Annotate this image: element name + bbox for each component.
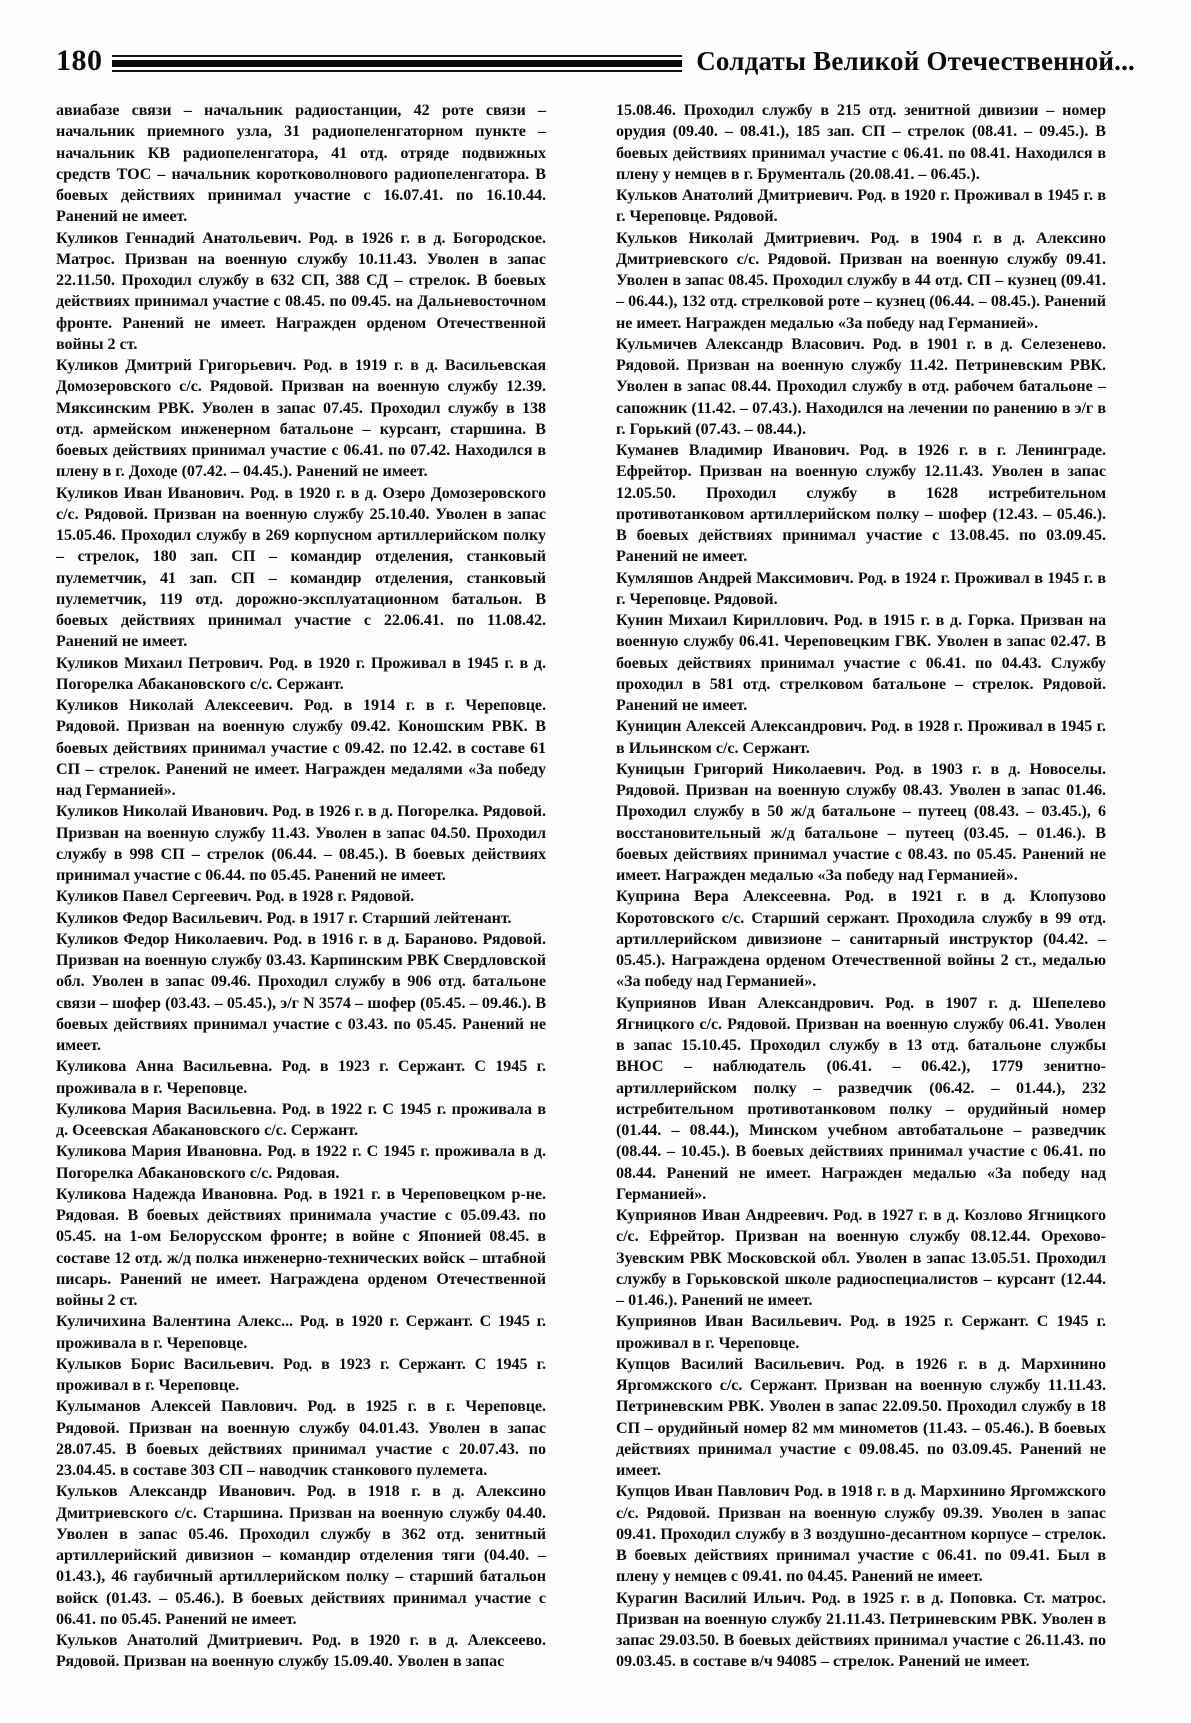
entry-paragraph: Куликова Мария Ивановна. Род. в 1922 г. С 1945 г. проживала в д. Погорелка Абакановского с/с. Рядовая. xyxy=(56,1143,546,1182)
two-column-body xyxy=(56,100,1135,1680)
entry-paragraph: Куприянов Иван Андреевич. Род. в 1927 г. в д. Козлово Ягницкого с/с. Ефрейтор. Призван на военную службу 08.12.44. Орехово-Зуевским РВК Московской обл. Уволен в запас 13.05.51. Проходил службу в Горьковской школе радиоспециалистов – курсант (12.44. – 01.46.). Ранений не имеет. xyxy=(616,1207,1106,1309)
entry-paragraph: Куликова Надежда Ивановна. Род. в 1921 г. в Череповецком р-не. Рядовая. В боевых действиях принимала участие с 05.09.43. по 05.45. на 1-ом Белорусском фронте; в войне с Японией 08.45. в составе 12 отд. ж/д полка инженерно-технических войск – штабной писарь. Ранений не имеет. Награждена орденом Отечественной войны 2 ст. xyxy=(56,1185,546,1309)
entry-paragraph: Куликов Геннадий Анатольевич. Род. в 1926 г. в д. Богородское. Матрос. Призван на военную службу 10.11.43. Уволен в запас 22.11.50. Проходил службу в 632 СП, 388 СД – стрелок. В боевых действиях принимал участие с 08.45. по 09.45. на Дальневосточном фронте. Ранений не имеет. Награжден орденом Отечественной войны 2 ст. xyxy=(56,229,546,353)
header-rule-divider xyxy=(112,51,683,72)
entry-paragraph: Куликов Павел Сергеевич. Род. в 1928 г. Рядовой. xyxy=(56,888,415,906)
entry-paragraph: 15.08.46. Проходил службу в 215 отд. зенитной дивизии – номер орудия (09.40. – 08.41.), 185 зап. СП – стрелок (08.41. – 09.45.). В боевых действиях принимал участие с 06.41. по 08.41. Находился в плену у немцев в г. Брументаль (20.08.41. – 06.45.). xyxy=(616,102,1106,183)
entry-paragraph: Куликов Иван Иванович. Род. в 1920 г. в д. Озеро Домозеровского с/с. Рядовой. Призван на военную службу 25.10.40. Уволен в запас 15.05.46. Проходил службу в 269 корпусном артиллерийском полку – стрелок, 180 зап. СП – командир отделения, станковый пулеметчик, 41 зап. СП – командир отделения, станковый пулеметчик, 119 отд. дорожно-эксплуатационном батальон. В боевых действиях принимал участие с 22.06.41. по 11.08.42. Ранений не имеет. xyxy=(56,484,546,651)
entry-paragraph: Куницын Григорий Николаевич. Род. в 1903 г. в д. Новоселы. Рядовой. Призван на военную службу 08.43. Уволен в запас 01.46. Проходил службу в 50 ж/д батальоне – путеец (08.43. – 03.45.), 6 восстановительный ж/д батальоне – путеец (03.45. – 01.46.). В боевых действиях принимал участие с 08.43. по 05.45. Ранений не имеет. Награжден медалью «За победу над Германией». xyxy=(616,760,1106,884)
entry-paragraph: Кульмичев Александр Власович. Род. в 1901 г. в д. Селезенево. Рядовой. Призван на военную службу 11.42. Петриневским РВК. Уволен в запас 08.44. Проходил службу в отд. рабочем батальоне – сапожник (11.42. – 07.43.). Находился на лечении по ранению в э/г в г. Горький (07.43. – 08.44.). xyxy=(616,335,1106,438)
entry-paragraph: авиабазе связи – начальник радиостанции, 42 роте связи – начальник приемного узла, 31 радиопеленгаторном пункте – начальник КВ радиопеленгатора, 41 отд. отряде подвижных средств ТОС – начальник коротковолнового радиопеленгатора. В боевых действиях принимал участие с 16.07.41. по 16.10.44. Ранений не имеет. xyxy=(56,102,546,226)
entry-paragraph: Куприна Вера Алексеевна. Род. в 1921 г. в д. Клопузово Коротовского с/с. Старший сержант. Проходила службу в 99 отд. артиллерийском дивизионе – санитарный инструктор (04.42. – 05.45.). Награждена орденом Отечественной войны 2 ст., медалью «За победу над Германией». xyxy=(616,888,1106,991)
header-rule-bottom xyxy=(112,70,683,72)
entry-paragraph: Куприянов Иван Васильевич. Род. в 1925 г. Сержант. С 1945 г. проживал в г. Череповце. xyxy=(616,1313,1106,1352)
entry-paragraph: Кульков Николай Дмитриевич. Род. в 1904 г. в д. Алексино Дмитриевского с/с. Рядовой. Призван на военную службу 09.41. Уволен в запас 08.45. Проходил службу в 44 отд. СП – кузнец (09.41. – 06.44.), 132 отд. стрелковой роте – кузнец (06.44. – 08.45.). Ранений не имеет. Награжден медалью «За победу над Германией». xyxy=(616,229,1106,332)
entry-paragraph: Куликов Михаил Петрович. Род. в 1920 г. Проживал в 1945 г. в д. Погорелка Абакановского с/с. Сержант. xyxy=(56,654,546,693)
entry-paragraph: Куликов Николай Алексеевич. Род. в 1914 г. в г. Череповце. Рядовой. Призван на военную службу 09.42. Коношским РВК. В боевых действиях принимал участие с 09.42. по 12.42. в составе 61 СП – стрелок. Ранений не имеет. Награжден медалями «За победу над Германией». xyxy=(56,697,546,799)
entry-paragraph: Кулыманов Алексей Павлович. Род. в 1925 г. в г. Череповце. Рядовой. Призван на военную службу 04.01.43. Уволен в запас 28.07.45. В боевых действиях принимал участие с 20.07.43. по 23.04.45. в составе 303 СП – наводчик станкового пулемета. xyxy=(56,1398,546,1479)
entry-paragraph: Куликов Николай Иванович. Род. в 1926 г. в д. Погорелка. Рядовой. Призван на военную службу 11.43. Уволен в запас 04.50. Проходил службу в 998 СП – стрелок (06.44. – 08.45.). В боевых действиях принимал участие с 06.44. по 05.45. Ранений не имеет. xyxy=(56,803,546,884)
running-header xyxy=(56,38,1135,84)
book-title: Солдаты Великой Отечественной... xyxy=(696,45,1135,76)
entry-paragraph: Куликов Дмитрий Григорьевич. Род. в 1919 г. в д. Васильевская Домозеровского с/с. Рядовой. Призван на военную службу 12.39. Мяксинским РВК. Уволен в запас 07.45. Проходил службу в 138 отд. армейском инженерном батальоне – курсант, старшина. В боевых действиях принимал участие с 06.41. по 07.42. Находился в плену в г. Доходе (07.42. – 04.45.). Ранений не имеет. xyxy=(56,357,546,481)
entry-paragraph: Куликова Мария Васильевна. Род. в 1922 г. С 1945 г. проживала в д. Осеевская Абакановского с/с. Сержант. xyxy=(56,1100,546,1139)
entry-paragraph: Кульков Анатолий Дмитриевич. Род. в 1920 г. Проживал в 1945 г. в г. Череповце. Рядовой. xyxy=(616,187,1106,226)
header-rule-middle xyxy=(112,60,683,67)
entry-paragraph: Куприянов Иван Александрович. Род. в 1907 г. д. Шепелево Ягницкого с/с. Рядовой. Призван на военную службу 06.41. Уволен в запас 15.10.45. Проходил службу в 13 отд. батальоне службы ВНОС – наблюдатель (06.41. – 06.42.), 1779 зенитно-артиллерийском полку – разведчик (06.42. – 01.44.), 232 истребительном противотанковом полку – орудийный номер (01.44. – 08.44.), Минском учебном автобатальоне – разведчик (08.44. – 10.45.). В боевых действиях принимал участие с 06.41. по 08.44. Ранений не имеет. Награжден медалью «За победу над Германией». xyxy=(616,994,1106,1203)
entry-paragraph: Куницин Алексей Александрович. Род. в 1928 г. Проживал в 1945 г. в Ильинском с/с. Сержант. xyxy=(616,718,1106,757)
entry-paragraph: Купцов Иван Павлович Род. в 1918 г. в д. Мархинино Яргомжского с/с. Рядовой. Призван на военную службу 09.39. Уволен в запас 09.41. Проходил службу в 3 воздушно-десантном корпусе – стрелок. В боевых действиях принимал участие с 06.41. по 09.41. Был в плену у немцев с 09.41. по 04.45. Ранений не имеет. xyxy=(616,1483,1106,1586)
entry-paragraph: Купцов Василий Васильевич. Род. в 1926 г. в д. Мархинино Яргомжского с/с. Сержант. Призван на военную службу 11.11.43. Петриневским РВК. Уволен в запас 22.09.50. Проходил службу в 18 СП – орудийный номер 82 мм минометов (11.43. – 05.46.). В боевых действиях принимал участие с 09.08.45. по 03.09.45. Ранений не имеет. xyxy=(616,1355,1106,1479)
entry-paragraph: Кулыков Борис Васильевич. Род. в 1923 г. Сержант. С 1945 г. проживал в г. Череповце. xyxy=(56,1355,546,1394)
entry-paragraph: Кульков Анатолий Дмитриевич. Род. в 1920 г. в д. Алексеево. Рядовой. Призван на военную службу 15.09.40. Уволен в запас xyxy=(56,1632,546,1671)
header-rule-top xyxy=(112,55,683,57)
right-column xyxy=(616,100,1106,1680)
left-column xyxy=(56,100,546,1680)
entry-paragraph: Куманев Владимир Иванович. Род. в 1926 г. в г. Ленинграде. Ефрейтор. Призван на военную службу 12.11.43. Уволен в запас 12.05.50. Проходил службу в 1628 истребительном противотанковом артиллерийском полку – шофер (12.43. – 05.46.). В боевых действиях принимал участие с 13.08.45. по 03.09.45. Ранений не имеет. xyxy=(616,442,1106,566)
entry-paragraph: Куликова Анна Васильевна. Род. в 1923 г. Сержант. С 1945 г. проживала в г. Череповце. xyxy=(56,1058,546,1097)
entry-paragraph: Куликов Федор Николаевич. Род. в 1916 г. в д. Бараново. Рядовой. Призван на военную службу 03.43. Карпинским РВК Свердловской обл. Уволен в запас 09.46. Проходил службу в 906 отд. батальоне связи – шофер (03.43. – 05.45.), э/г N 3574 – шофер (05.45. – 09.46.). В боевых действиях принимал участие с 03.43. по 05.45. Ранений не имеет. xyxy=(56,930,546,1054)
entry-paragraph: Курагин Василий Ильич. Род. в 1925 г. в д. Поповка. Ст. матрос. Призван на военную службу 21.11.43. Петриневским РВК. Уволен в запас 29.03.50. В боевых действиях принимал участие с 26.11.43. по 09.03.45. в составе в/ч 94085 – стрелок. Ранений не имеет. xyxy=(616,1589,1106,1671)
entry-paragraph: Кульков Александр Иванович. Род. в 1918 г. в д. Алексино Дмитриевского с/с. Старшина. Призван на военную службу 04.40. Уволен в запас 05.46. Проходил службу в 362 отд. зенитный артиллерийский дивизион – командир отделения тяги (04.40. – 01.43.), 46 гаубичный артиллерийском полку – старший батальон войск (01.43. – 05.46.). В боевых действиях принимал участие с 06.41. по 05.45. Ранений не имеет. xyxy=(56,1483,546,1628)
entry-paragraph: Куликов Федор Васильевич. Род. в 1917 г. Старший лейтенант. xyxy=(56,909,512,927)
page-number: 180 xyxy=(56,44,103,77)
entry-paragraph: Куличихина Валентина Алекс... Род. в 1920 г. Сержант. С 1945 г. проживала в г. Череповце. xyxy=(56,1313,546,1352)
entry-paragraph: Кунин Михаил Кириллович. Род. в 1915 г. в д. Горка. Призван на военную службу 06.41. Череповецким ГВК. Уволен в запас 02.47. В боевых действиях принимал участие с 06.41. по 04.43. Службу проходил в 581 отд. стрелковом батальоне – стрелок. Рядовой. Ранений не имеет. xyxy=(616,612,1106,714)
entry-paragraph: Кумляшов Андрей Максимович. Род. в 1924 г. Проживал в 1945 г. в г. Череповце. Рядовой. xyxy=(616,569,1106,608)
